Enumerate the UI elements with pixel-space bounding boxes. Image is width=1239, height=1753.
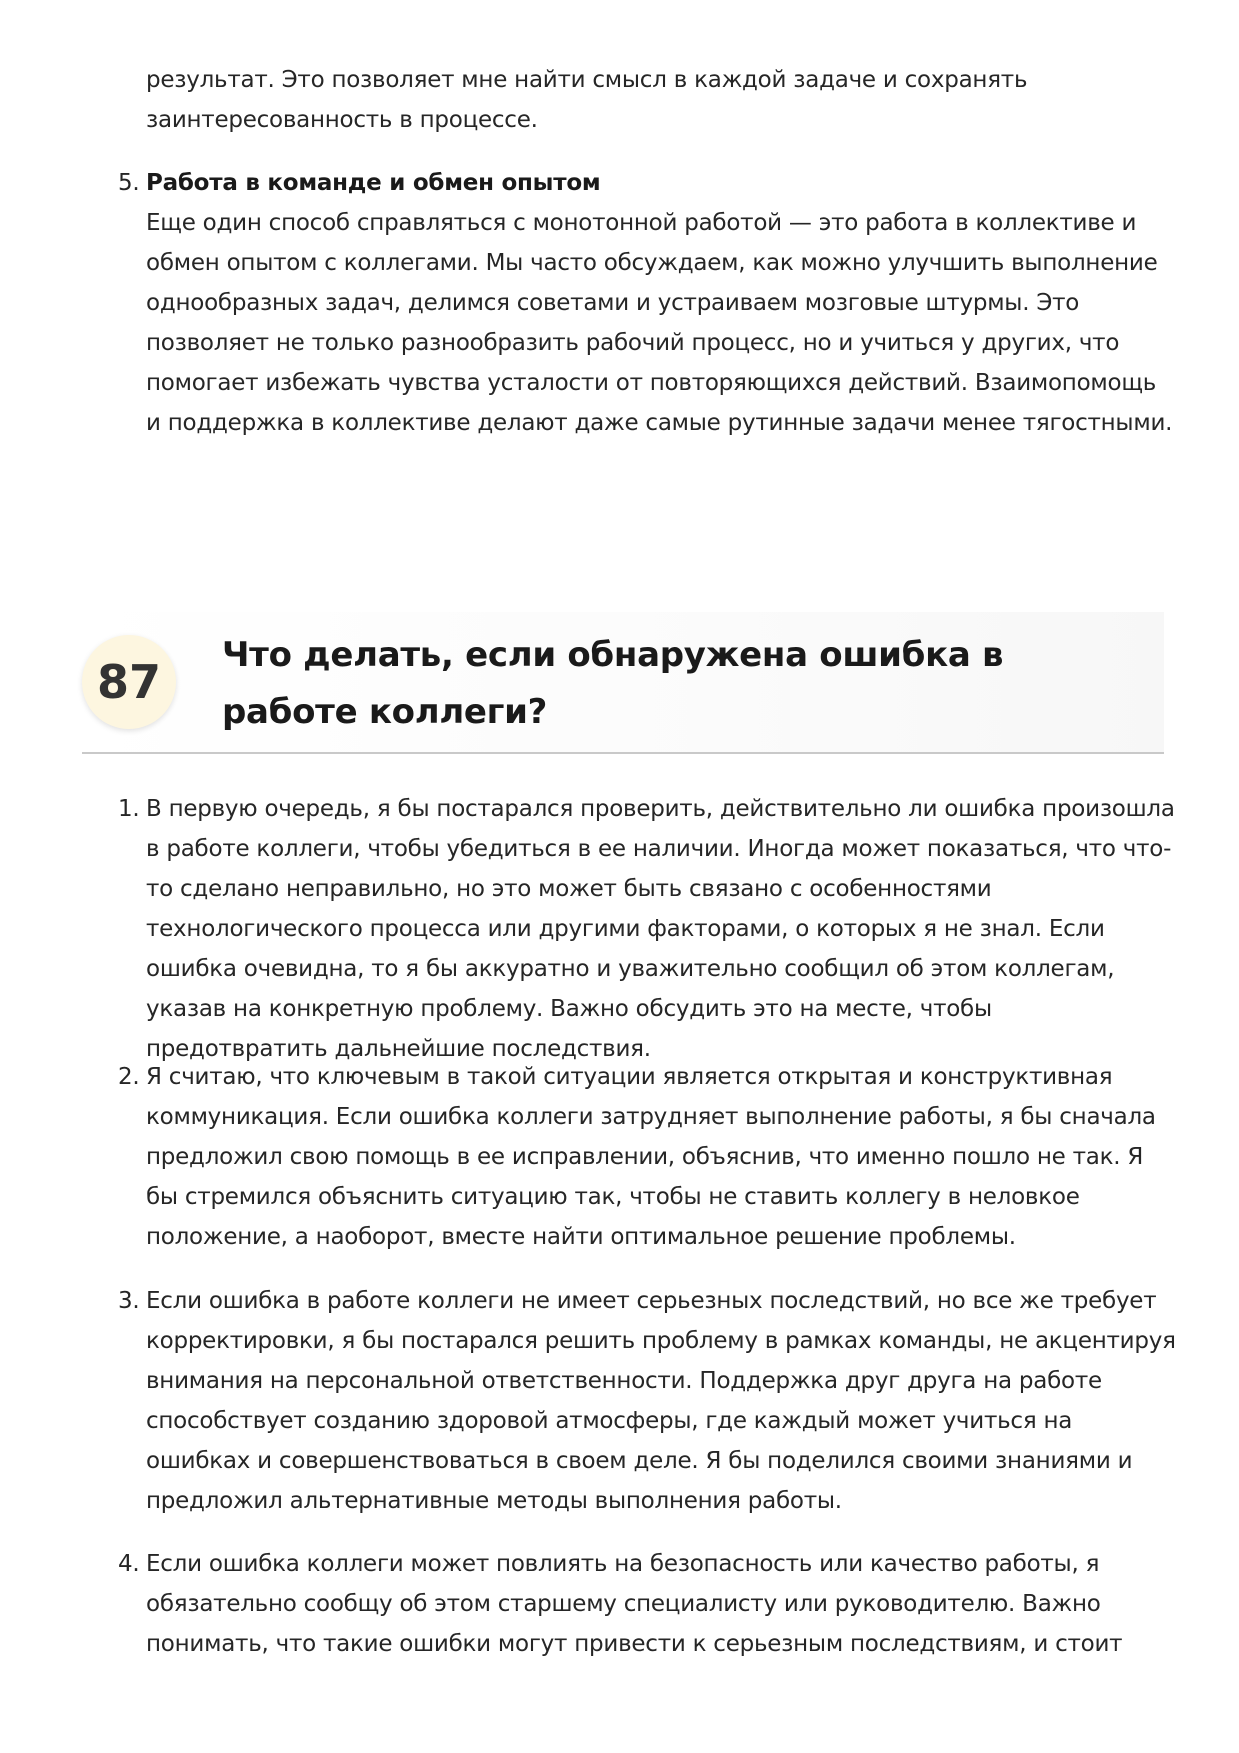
list-item-body: В первую очередь, я бы постарался проверить, действительно ли ошибка произошла в работе коллеги, чтобы убедиться в ее наличии. Иногда может показаться, что что-то сделано неправильно, но это может быть связано с особенностями технологического процесса или другими факторами, о которых я не знал. Если ошибка очевидна, то я бы аккуратно и уважительно сообщил об этом коллегам, указав на конкретную проблему. Важно обсудить это на месте, чтобы предотвратить дальнейшие последствия.: [146, 796, 1175, 1062]
list-item-number: 3.: [118, 1288, 140, 1314]
list-item-number: 1.: [118, 796, 140, 822]
list-item-body: Если ошибка коллеги может повлиять на безопасность или качество работы, я обязательно сообщу об этом старшему специалисту или руководителю. Важно понимать, что такие ошибки могут привести к серьезным последствиям, и стоит: [146, 1551, 1123, 1657]
list-item: [118, 789, 1176, 1069]
list-item-body: Если ошибка в работе коллеги не имеет серьезных последствий, но все же требует корректировки, я бы постарался решить проблему в рамках команды, не акцентируя внимания на персональной ответственности. Поддержка друг друга на работе способствует созданию здоровой атмосферы, где каждый может учиться на ошибках и совершенствоваться в своем деле. Я бы поделился своими знаниями и предложил альтернативные методы выполнения работы.: [146, 1288, 1176, 1514]
list-item: [118, 163, 1176, 443]
question-number-badge: 87: [82, 635, 176, 729]
list-item-body: Я считаю, что ключевым в такой ситуации является открытая и конструктивная коммуникация. Если ошибка коллеги затрудняет выполнение работы, я бы сначала предложил свою помощь в ее исправлении, объяснив, что именно пошло не так. Я бы стремился объяснить ситуацию так, чтобы не ставить коллегу в неловкое положение, а наоборот, вместе найти оптимальное решение проблемы.: [146, 1064, 1156, 1250]
list-item-heading: Работа в команде и обмен опытом: [146, 170, 601, 196]
list-item-number: 4.: [118, 1551, 140, 1577]
list-item: [118, 1544, 1176, 1664]
list-item-number: 2.: [118, 1064, 140, 1090]
list-item-number: 5.: [118, 170, 140, 196]
list-item: [118, 1057, 1176, 1257]
list-item: [118, 1281, 1176, 1521]
continuation-paragraph: результат. Это позволяет мне найти смысл в каждой задаче и сохранять заинтересованность в процессе.: [146, 67, 1028, 133]
section-header: [82, 612, 1164, 754]
section-title: Что делать, если обнаружена ошибка в работе коллеги?: [222, 635, 1004, 732]
list-item-body: Еще один способ справляться с монотонной работой — это работа в коллективе и обмен опытом с коллегами. Мы часто обсуждаем, как можно улучшить выполнение однообразных задач, делимся советами и устраиваем мозговые штурмы. Это позволяет не только разнообразить рабочий процесс, но и учиться у других, что помогает избежать чувства усталости от повторяющихся действий. Взаимопомощь и поддержка в коллективе делают даже самые рутинные задачи менее тягостными.: [146, 210, 1173, 436]
